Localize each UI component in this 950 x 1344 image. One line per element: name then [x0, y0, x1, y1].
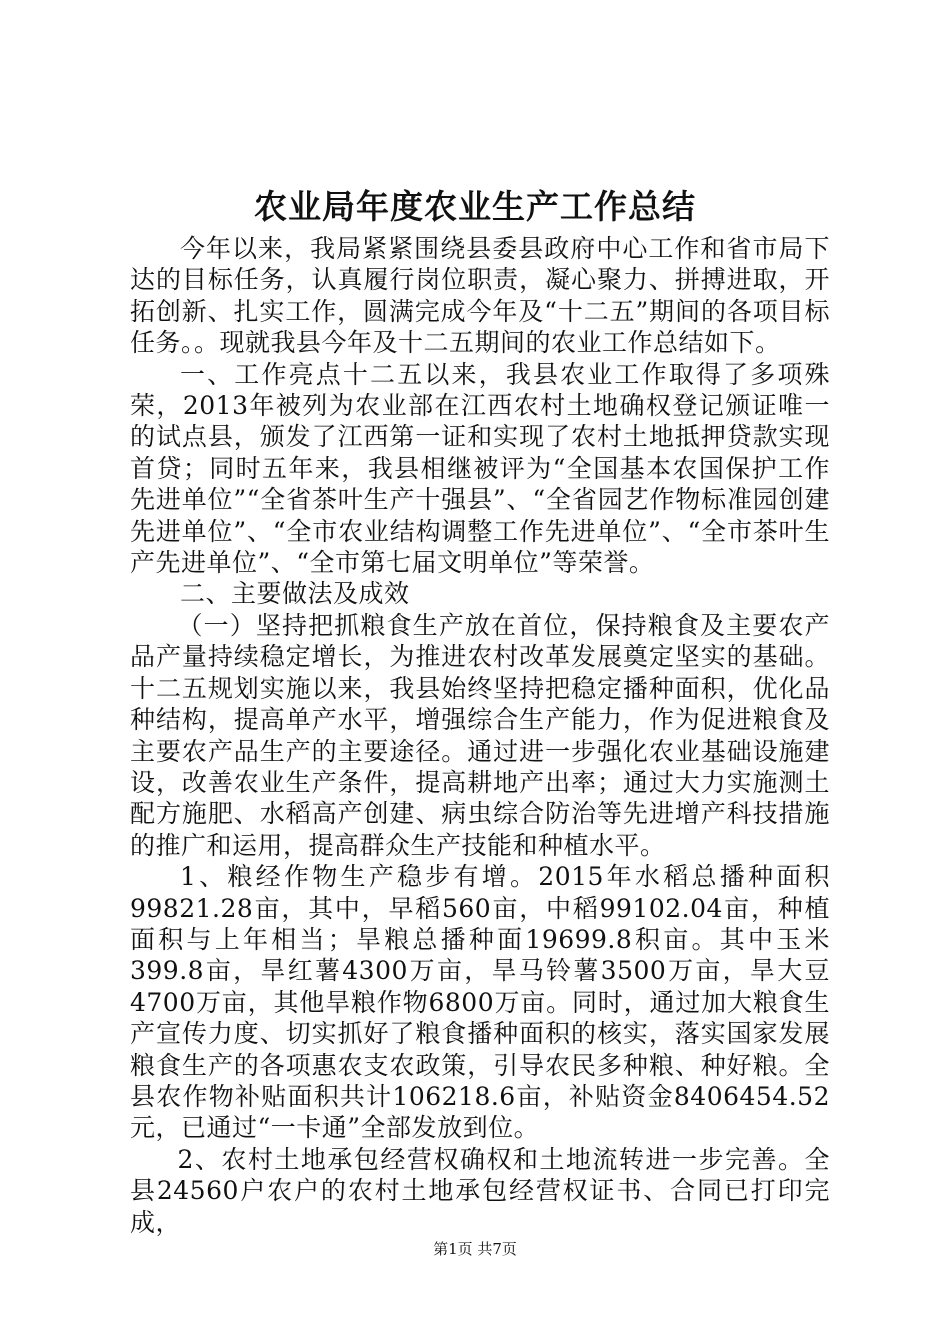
document-body: [130, 233, 830, 1238]
paragraph-land-rights: 2、农村土地承包经营权确权和土地流转进一步完善。全县24560户农户的农村土地承包经营权证书、合同已打印完成，: [130, 1144, 830, 1237]
paragraph-highlights: 一、工作亮点十二五以来，我县农业工作取得了多项殊荣，2013年被列为农业部在江西农村土地确权登记颁证唯一的试点县，颁发了江西第一证和实现了农村土地抵押贷款实现首贷；同时五年来，我县相继被评为“全国基本农国保护工作先进单位”“全省茶叶生产十强县”、“全省园艺作物标准园创建先进单位”、“全市农业结构调整工作先进单位”、“全市茶叶生产先进单位”、“全市第七届文明单位”等荣誉。: [130, 359, 830, 578]
paragraph-intro: 今年以来，我局紧紧围绕县委县政府中心工作和省市局下达的目标任务，认真履行岗位职责，凝心聚力、拼搏进取，开拓创新、扎实工作，圆满完成今年及“十二五”期间的各项目标任务。。现就我县今年及十二五期间的农业工作总结如下。: [130, 234, 830, 358]
paragraph-grain-production: （一）坚持把抓粮食生产放在首位，保持粮食及主要农产品产量持续稳定增长，为推进农村改革发展奠定坚实的基础。十二五规划实施以来，我县始终坚持把稳定播种面积，优化品种结构，提高单产水平，增强综合生产能力，作为促进粮食及主要农产品生产的主要途径。通过进一步强化农业基础设施建设，改善农业生产条件，提高耕地产出率；通过大力实施测土配方施肥、水稻高产创建、病虫综合防治等先进增产科技措施的推广和运用，提高群众生产技能和种植水平。: [130, 610, 830, 860]
section-heading-methods: 二、主要做法及成效: [180, 579, 410, 609]
document-title: 农业局年度农业生产工作总结: [254, 187, 696, 226]
paragraph-crop-output: 1、粮经作物生产稳步有增。2015年水稻总播种面积99821.28亩，其中，早稻560亩，中稻99102.04亩，种植面积与上年相当；旱粮总播种面19699.8积亩。其中玉米399.8亩，旱红薯4300万亩，旱马铃薯3500万亩，旱大豆4700万亩，其他旱粮作物6800万亩。同时，通过加大粮食生产宣传力度、切实抓好了粮食播种面积的核实，落实国家发展粮食生产的各项惠农支农政策，引导农民多种粮、种好粮。全县农作物补贴面积共计106218.6亩，补贴资金8406454.52元，已通过“一卡通”全部发放到位。: [130, 862, 830, 1143]
page-footer: 第1页 共7页: [433, 1240, 517, 1258]
